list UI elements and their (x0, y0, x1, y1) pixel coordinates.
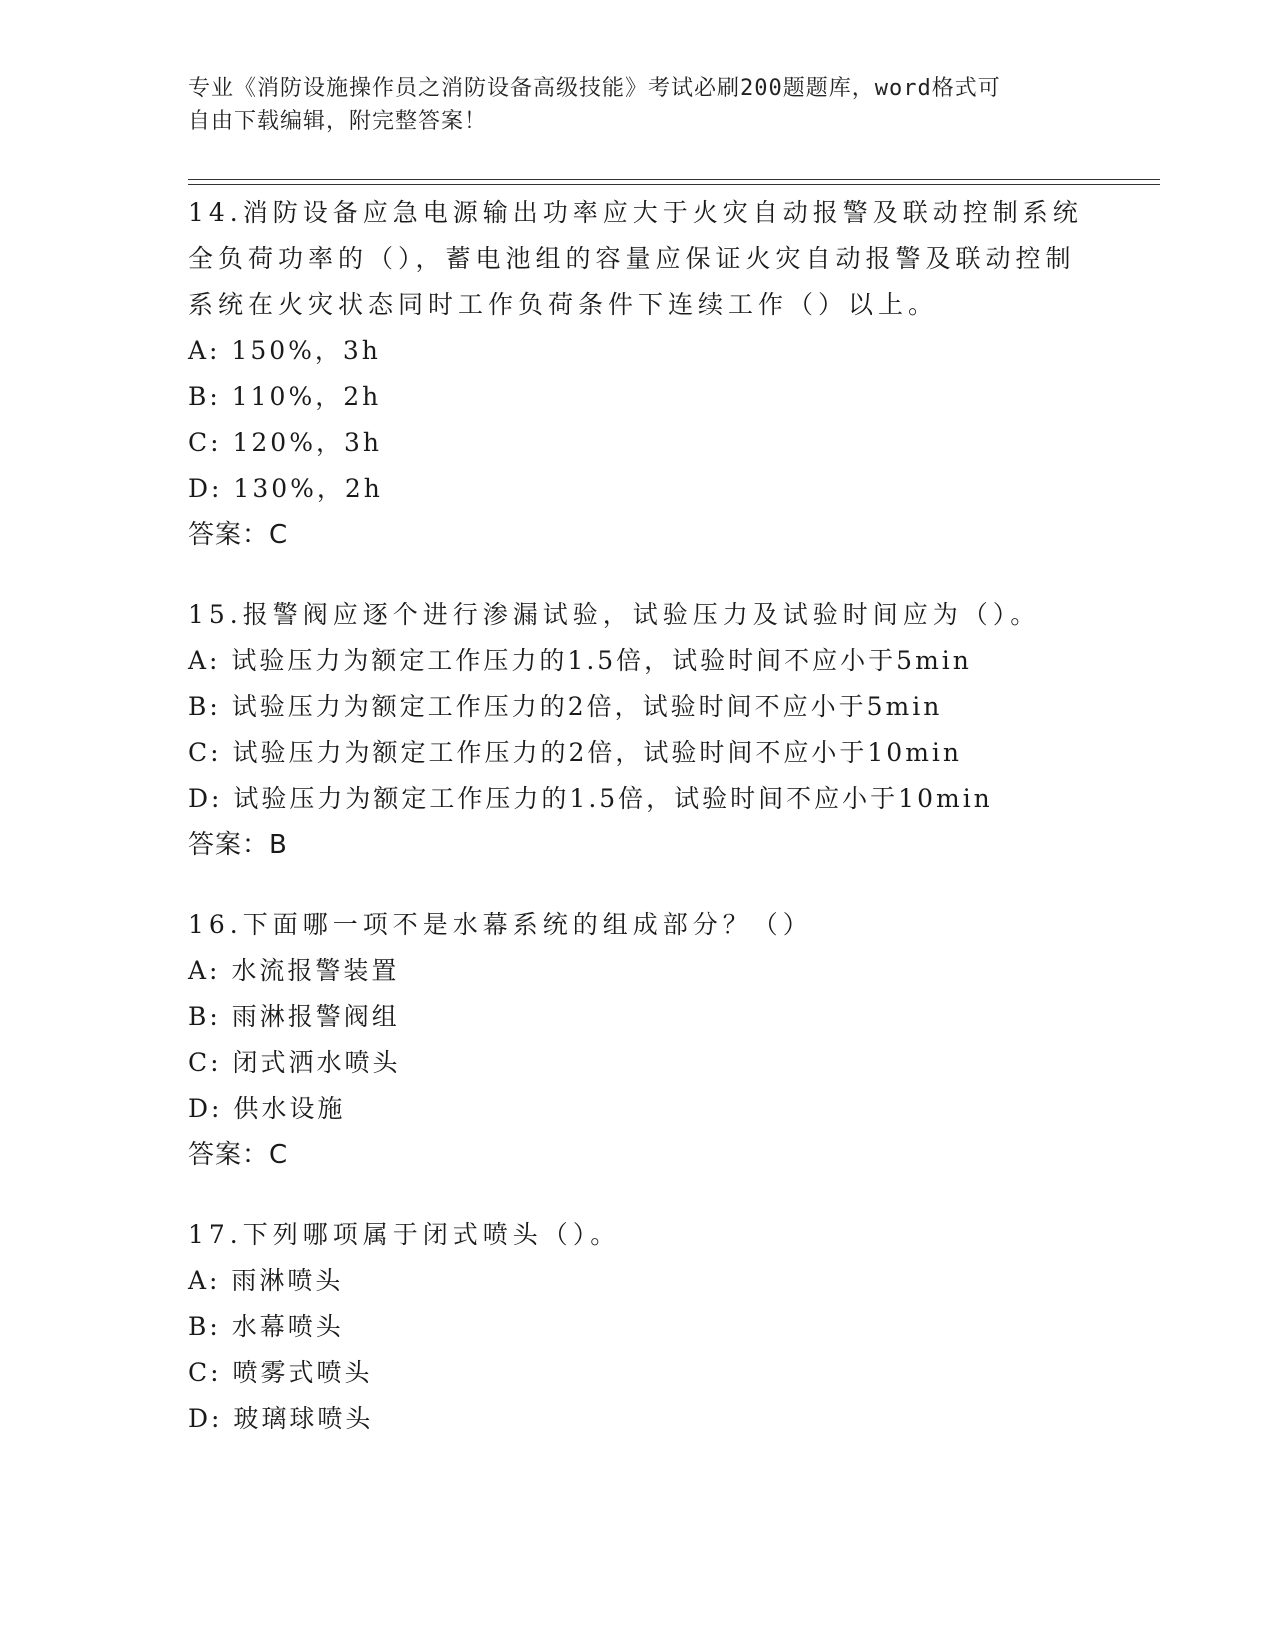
answer-line: 答案：C (188, 520, 289, 550)
option-d: D: 130%，2h (188, 474, 383, 503)
question-stem: 14.消防设备应急电源输出功率应大于火灾自动报警及联动控制系统全负荷功率的（），蓄电池组的容量应保证火灾自动报警及联动控制系统在火灾状态同时工作负荷条件下连续工作（）以上。 (188, 198, 1083, 319)
option-c: C: 喷雾式喷头 (188, 1358, 373, 1387)
question-stem: 16.下面哪一项不是水幕系统的组成部分？（） (188, 910, 813, 939)
question-list (188, 190, 1088, 1476)
option-a: A: 雨淋喷头 (188, 1266, 344, 1295)
question-stem: 15.报警阀应逐个进行渗漏试验，试验压力及试验时间应为（）。 (188, 600, 1041, 629)
question-15 (188, 592, 1088, 868)
option-c: C: 闭式洒水喷头 (188, 1048, 401, 1077)
option-d: D: 玻璃球喷头 (188, 1404, 374, 1433)
answer-line: 答案：C (188, 1140, 289, 1170)
option-b: B: 雨淋报警阀组 (188, 1002, 400, 1031)
question-16 (188, 902, 1088, 1178)
option-b: B: 110%，2h (188, 382, 382, 411)
option-b: B: 试验压力为额定工作压力的2倍，试验时间不应小于5min (188, 692, 943, 721)
option-c: C: 120%，3h (188, 428, 382, 457)
header-divider-bottom (188, 184, 1160, 185)
option-b: B: 水幕喷头 (188, 1312, 344, 1341)
answer-line: 答案：B (188, 830, 288, 860)
question-17 (188, 1212, 1088, 1442)
option-a: A: 水流报警装置 (188, 956, 400, 985)
question-14 (188, 190, 1088, 558)
header-divider-top (188, 179, 1160, 180)
option-d: D: 试验压力为额定工作压力的1.5倍，试验时间不应小于10min (188, 784, 993, 813)
question-stem: 17.下列哪项属于闭式喷头（）。 (188, 1220, 621, 1249)
header-line-1: 专业《消防设施操作员之消防设备高级技能》考试必刷200题题库，word格式可 (188, 76, 1001, 101)
option-a: A: 试验压力为额定工作压力的1.5倍，试验时间不应小于5min (188, 646, 972, 675)
document-header (188, 72, 1068, 138)
option-d: D: 供水设施 (188, 1094, 346, 1123)
option-c: C: 试验压力为额定工作压力的2倍，试验时间不应小于10min (188, 738, 963, 767)
option-a: A: 150%，3h (188, 336, 381, 365)
header-line-2: 自由下载编辑，附完整答案！ (188, 109, 488, 134)
